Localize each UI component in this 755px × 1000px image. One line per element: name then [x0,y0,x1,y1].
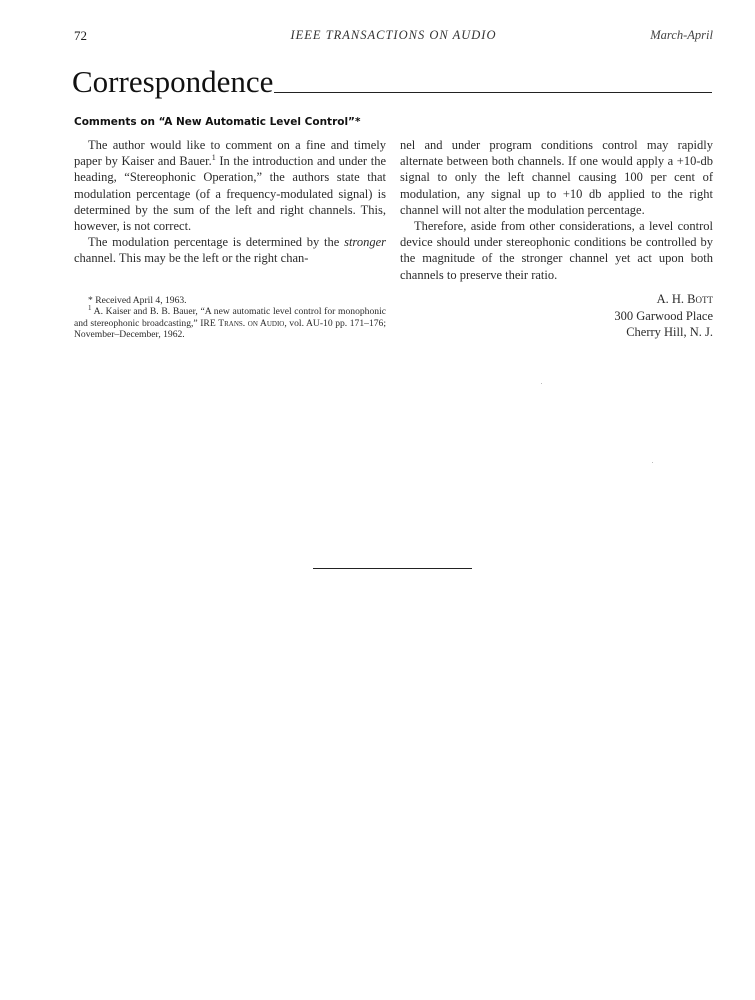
signature [614,291,713,341]
author-name: A. H. Bott [656,292,713,306]
footnote-received [74,295,386,306]
page-number: 72 [74,28,87,43]
scan-speck [652,462,653,463]
footnote-1-journal: Trans. on Audio [218,317,285,329]
paragraph-3: Therefore, aside from other considerations, a level control device should under stereophonic conditions be controlled by the magnitude of the stronger channel yet act upon both channels to preserve their ratio. [400,219,713,282]
paragraph-1-rest: In the introduction and under the heading, “Stereophonic Operation,” the authors state that modulation percentage (of a frequency-modulated signal) is determined by the sum of the left and right channels. This, however, is not correct. [74,154,386,234]
article-title: Comments on “A New Automatic Level Control”* [74,116,361,128]
journal-title: IEEE TRANSACTIONS ON AUDIO [290,28,497,42]
paragraph-1-text: The author would like to comment on a fine and timely paper by Kaiser and Bauer. [74,138,386,169]
footnote-received-text: Received April 4, 1963. [92,295,187,306]
footnotes [74,295,386,340]
section-header [72,60,712,98]
author-address-line-2: Cherry Hill, N. J. [626,325,713,339]
scan-speck [541,383,542,384]
issue-date: March-April [650,28,713,42]
end-of-article-rule [313,568,472,569]
section-rule [274,92,712,93]
paragraph-2-start: The modulation percentage is determined by the [88,235,345,250]
footnote-ref-1: 1 [211,153,216,163]
paragraph-2-end: channel. This may be the left or the right chan- [74,251,309,266]
footnote-1 [74,306,386,340]
footnote-1-text: A. Kaiser and B. B. Bauer, “A new automatic level control for monophonic and stereophonic broadcasting,” IRE [74,306,386,329]
paragraph-2 [74,234,386,266]
author-address-line-1: 300 Garwood Place [614,308,713,323]
left-column [74,137,386,267]
right-column [400,137,713,283]
footnote-star: * [88,295,93,306]
footnote-1-mark: 1 [88,304,92,313]
paragraph-2-emphasis: stronger [344,235,386,250]
footnote-1-tail: , vol. AU-10 pp. 171–176; November–December, 1962. [74,317,387,340]
section-title: Correspondence [72,64,274,99]
paragraph-2-continued: nel and under program conditions control may rapidly alternate between both channels. If one would apply a +10-db signal to only the left channel causing 100 per cent of modulation, any signal up to +10 db applied to the right channel will not alter the modulation percentage. [400,138,713,217]
running-head [74,28,713,44]
paragraph-1 [74,137,386,234]
